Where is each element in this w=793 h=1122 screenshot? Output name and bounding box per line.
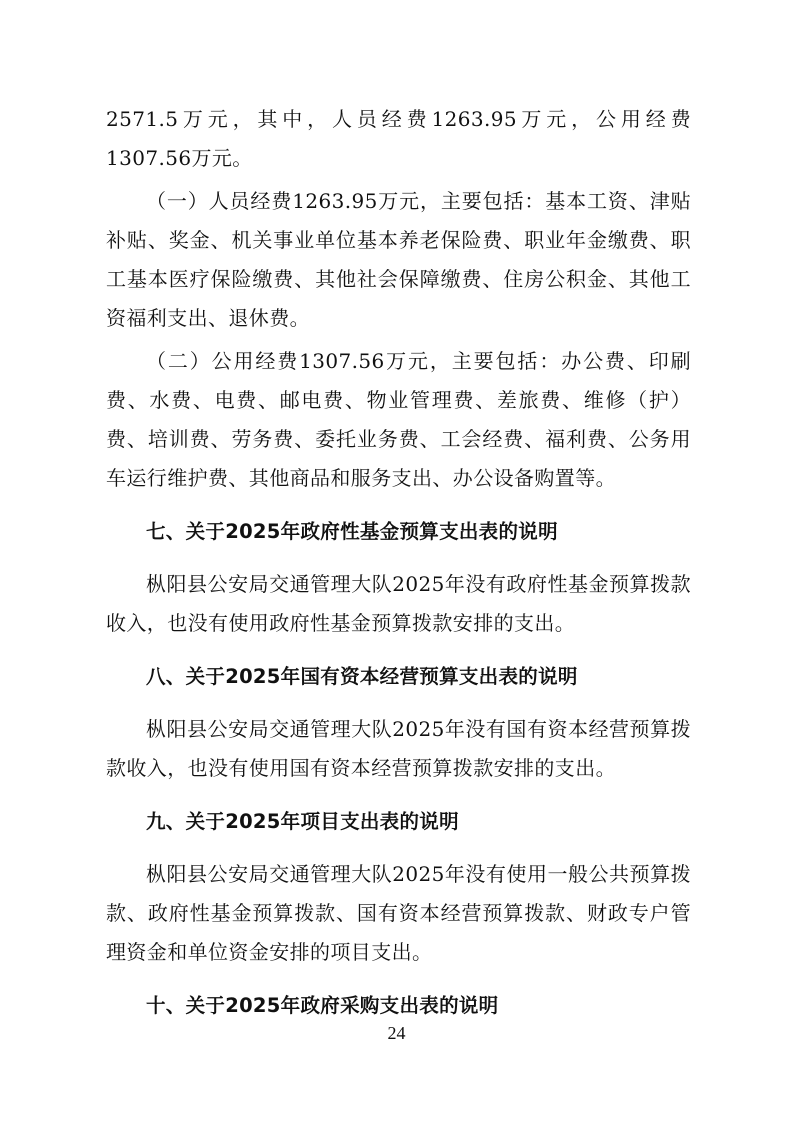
- paragraph-expense-total: 2571.5万元，其中，人员经费1263.95万元，公用经费1307.56万元。: [106, 107, 691, 170]
- page-number: 24: [387, 1023, 406, 1043]
- body-text: [106, 100, 691, 1025]
- section-heading-9: 九、关于2025年项目支出表的说明: [146, 810, 459, 833]
- section-heading-7: 七、关于2025年政府性基金预算支出表的说明: [146, 520, 558, 543]
- section-heading-10: 十、关于2025年政府采购支出表的说明: [146, 994, 499, 1017]
- paragraph-public-expense: （二）公用经费1307.56万元，主要包括：办公费、印刷费、水费、电费、邮电费、物业管理费、差旅费、维修（护）费、培训费、劳务费、委托业务费、工会经费、福利费、公务用车运行维护费、其他商品和服务支出、办公设备购置等。: [106, 349, 691, 490]
- paragraph-personnel-expense: （一）人员经费1263.95万元，主要包括：基本工资、津贴补贴、奖金、机关事业单位基本养老保险费、职业年金缴费、职工基本医疗保险缴费、其他社会保障缴费、住房公积金、其他工资福利支出、退休费。: [106, 189, 691, 330]
- paragraph-section-7: 枞阳县公安局交通管理大队2025年没有政府性基金预算拨款收入，也没有使用政府性基金预算拨款安排的支出。: [106, 572, 691, 635]
- section-heading-8: 八、关于2025年国有资本经营预算支出表的说明: [146, 665, 578, 688]
- paragraph-section-8: 枞阳县公安局交通管理大队2025年没有国有资本经营预算拨款收入，也没有使用国有资本经营预算拨款安排的支出。: [106, 717, 691, 780]
- paragraph-section-9: 枞阳县公安局交通管理大队2025年没有使用一般公共预算拨款、政府性基金预算拨款、国有资本经营预算拨款、财政专户管理资金和单位资金安排的项目支出。: [106, 862, 691, 964]
